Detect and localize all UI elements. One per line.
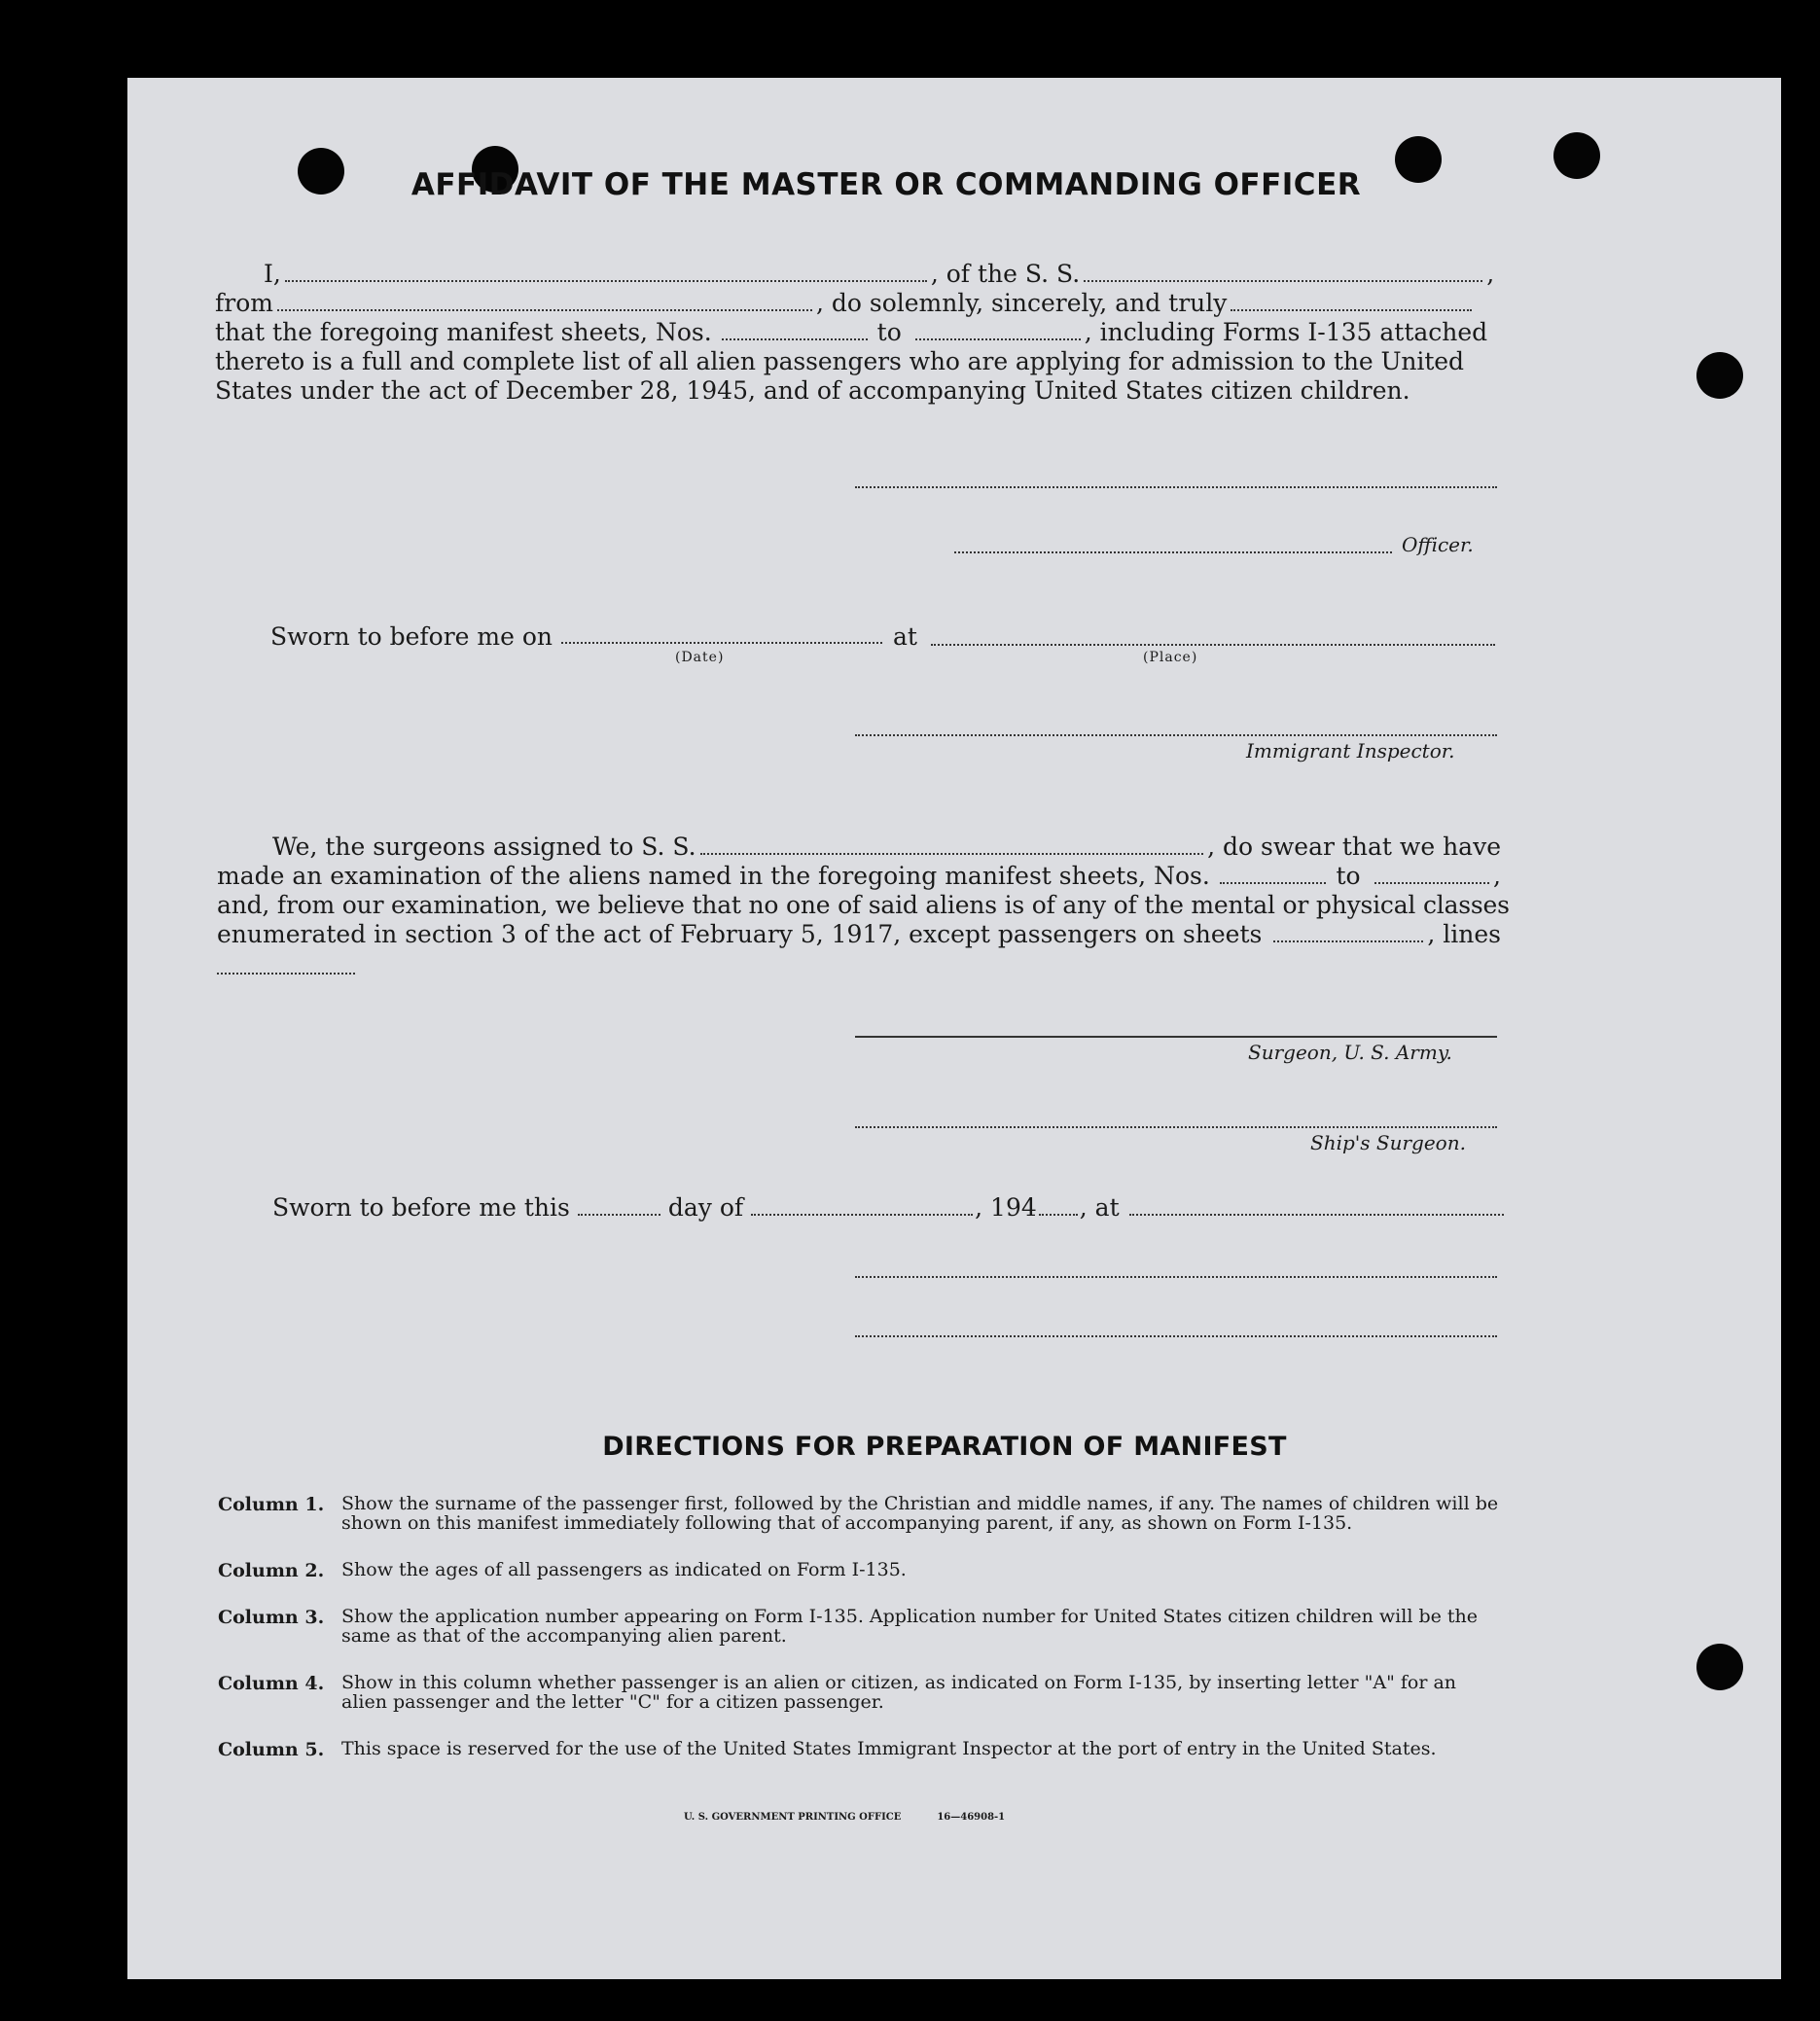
surgeon-ship-field[interactable] [700, 853, 1204, 855]
ship-name-field[interactable] [1084, 280, 1482, 282]
officer-signature-line[interactable] [855, 486, 1497, 488]
affidavit-text: States under the act of December 28, 1945, and of accompanying United States citizen children. [215, 376, 1410, 405]
sworn2-text: , at [1079, 1193, 1120, 1222]
printing-office-imprint [684, 1812, 1005, 1823]
sworn2-text: , 194 [975, 1193, 1037, 1222]
column-direction: Show in this column whether passenger is an alien or citizen, as indicated on Form I-135, by inserting letter "A" for an alien passenger and the letter "C" for a citizen passenger. [341, 1672, 1457, 1713]
affidavit-line-2 [215, 289, 1499, 318]
affidavit-text: to [876, 318, 902, 346]
affidavit-line-3 [215, 318, 1499, 347]
directions-item [218, 1494, 1502, 1560]
sheet-to-field[interactable] [915, 338, 1081, 340]
form-page [127, 78, 1781, 1979]
column-label: Column 2. [218, 1560, 325, 1581]
surgeons-line-1 [217, 833, 1501, 862]
column-direction: Show the surname of the passenger first, followed by the Christian and middle names, if any. The names of children will be shown on this manifest immediately following that of accompanying parent, if any, as shown on Form I-135. [341, 1493, 1499, 1534]
date-caption: (Date) [675, 650, 725, 665]
lines-field[interactable] [217, 973, 355, 975]
directions-title: DIRECTIONS FOR PREPARATION OF MANIFEST [602, 1432, 1287, 1462]
army-surgeon-signature-line[interactable] [855, 1036, 1497, 1038]
punch-hole [1696, 352, 1743, 399]
surgeons-text: We, the surgeons assigned to S. S. [272, 833, 696, 861]
column-label: Column 5. [218, 1739, 325, 1760]
sworn-year-field[interactable] [1039, 1214, 1078, 1216]
ship-surgeon-label: Ship's Surgeon. [1310, 1131, 1466, 1154]
punch-hole [1696, 1644, 1743, 1690]
surgeons-text: , lines [1427, 920, 1501, 948]
directions-list [218, 1494, 1502, 1786]
column-label: Column 3. [218, 1607, 325, 1628]
official-title-line[interactable] [855, 1335, 1497, 1337]
surgeons-text: enumerated in section 3 of the act of February 5, 1917, except passengers on sheets [217, 920, 1263, 948]
surgeons-line-4 [217, 920, 1501, 949]
inspector-signature-line[interactable] [855, 734, 1497, 736]
directions-item [218, 1739, 1502, 1786]
column-direction: Show the ages of all passengers as indicated on Form I-135. [341, 1559, 907, 1580]
ship-surgeon-signature-line[interactable] [855, 1126, 1497, 1128]
affidavit-text: that the foregoing manifest sheets, Nos. [215, 318, 712, 346]
form-title: AFFIDAVIT OF THE MASTER OR COMMANDING OFFICER [410, 167, 1362, 202]
surgeons-line-2: made an examination of the aliens named in the foregoing manifest sheets, Nos. to , [217, 862, 1501, 890]
port-from-field[interactable] [277, 309, 812, 311]
sheet-from-field[interactable] [722, 338, 868, 340]
sworn-place-field-2[interactable] [1129, 1214, 1504, 1216]
form-code: 16—46908-1 [937, 1812, 1006, 1823]
sworn-day-field[interactable] [578, 1214, 660, 1216]
directions-item [218, 1673, 1502, 1739]
affidavit-text: I, [264, 260, 281, 288]
sworn2-text: day of [667, 1193, 744, 1222]
sworn-at-label: at [893, 622, 917, 651]
affidavit-text: , do solemnly, sincerely, and truly [815, 289, 1228, 317]
sworn-line-2 [272, 1193, 1508, 1223]
sworn2-text: Sworn to before me this [272, 1193, 570, 1222]
punch-hole [1553, 132, 1600, 179]
sworn-date-field[interactable] [561, 642, 882, 644]
inspector-label: Immigrant Inspector. [1246, 739, 1455, 762]
place-caption: (Place) [1143, 650, 1198, 665]
sworn-before-label: Sworn to before me on [270, 622, 553, 651]
surgeon-sheet-from-field[interactable] [1220, 882, 1327, 884]
sworn-month-field[interactable] [751, 1214, 973, 1216]
directions-item [218, 1560, 1502, 1607]
affidavit-text: thereto is a full and complete list of all alien passengers who are applying for admission to the United [215, 347, 1464, 375]
directions-item [218, 1607, 1502, 1673]
column-direction: Show the application number appearing on Form I-135. Application number for United States citizen children will be the same as that of the accompanying alien parent. [341, 1606, 1479, 1647]
surgeons-text: and, from our examination, we believe that no one of said aliens is of any of the mental or physical classes [217, 891, 1510, 919]
column-label: Column 4. [218, 1673, 325, 1694]
sworn-place-field[interactable] [931, 644, 1495, 646]
affidavit-text: , of the S. S. [930, 260, 1081, 288]
army-surgeon-label: Surgeon, U. S. Army. [1248, 1041, 1452, 1064]
surgeons-text: to [1336, 862, 1361, 890]
officer-label: Officer. [1402, 533, 1474, 556]
affidavit-text: from [215, 289, 273, 317]
official-signature-line[interactable] [855, 1276, 1497, 1278]
affidavit-line-1: I, , of the S. S. , [264, 260, 1495, 288]
column-direction: This space is reserved for the use of the United States Immigrant Inspector at the port of entry in the United States. [341, 1738, 1437, 1759]
surgeons-text: made an examination of the aliens named in the foregoing manifest sheets, Nos. [217, 862, 1210, 890]
column-label: Column 1. [218, 1494, 325, 1515]
oath-field[interactable] [1231, 309, 1472, 311]
printing-office: U. S. GOVERNMENT PRINTING OFFICE [684, 1812, 902, 1823]
affidavit-text: , including Forms I-135 attached [1084, 318, 1488, 346]
except-sheets-field[interactable] [1273, 940, 1423, 942]
surgeon-sheet-to-field[interactable] [1374, 882, 1489, 884]
officer-signature-line-2[interactable] [954, 551, 1392, 553]
surgeons-text: , do swear that we have [1207, 833, 1501, 861]
officer-name-field[interactable] [285, 280, 927, 282]
